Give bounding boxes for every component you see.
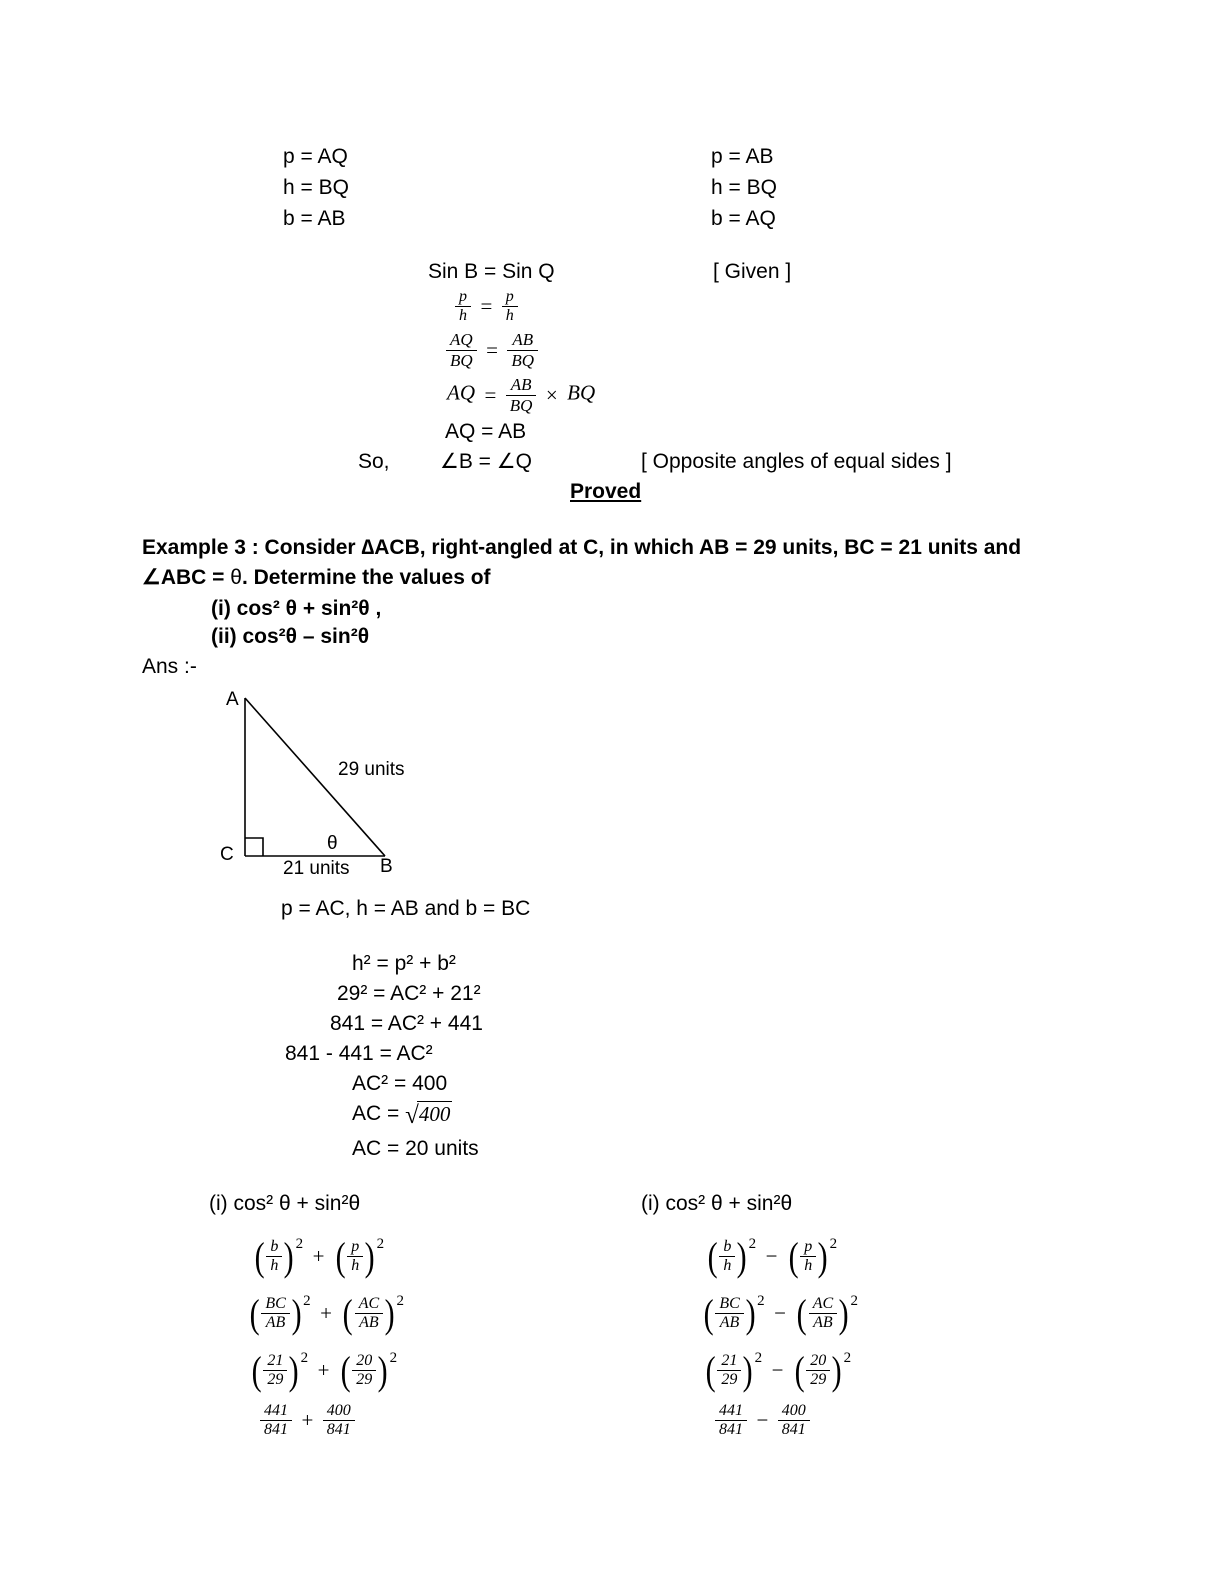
frac-b-over-h: $\frac{b}{h}$	[719, 1238, 735, 1276]
solution-left-title: (i) cos² θ + sin²θ	[209, 1192, 361, 1215]
pythagoras-line-2: 29² = AC² + 21²	[337, 982, 481, 1005]
heading-theta: θ	[230, 566, 242, 589]
paren-open: (	[788, 1233, 799, 1279]
solution-right-row-2	[702, 1290, 858, 1336]
frac-20-over-29: $\frac{20}{29}$	[352, 1352, 376, 1390]
opposite-angles-note: [ Opposite angles of equal sides ]	[641, 450, 952, 473]
example-item-i: (i) cos² θ + sin²θ ,	[211, 597, 382, 620]
paren-close: )	[742, 1347, 753, 1393]
right-col-line-2: h = BQ	[711, 176, 777, 199]
paren-close: )	[283, 1233, 294, 1279]
exponent: 2	[300, 1350, 309, 1366]
fraction-step-2	[446, 330, 538, 370]
paren-close: )	[384, 1290, 395, 1336]
exponent: 2	[295, 1236, 304, 1252]
frac-p-over-h-left: $\frac{p}{h}$	[455, 288, 471, 326]
times-sign: ×	[545, 382, 558, 407]
left-col-line-3: b = AB	[283, 207, 346, 230]
paren-open: (	[797, 1290, 808, 1336]
pythagoras-line-3: 841 = AC² + 441	[330, 1012, 483, 1035]
solution-left-row-2	[248, 1290, 404, 1336]
hypotenuse-label: 29 units	[338, 759, 405, 780]
solution-right-row-3	[704, 1347, 852, 1393]
angle-equality-line: ∠B = ∠Q	[440, 450, 532, 473]
ans-label: Ans :-	[142, 655, 197, 678]
example-heading-line-2	[142, 564, 491, 591]
operator-sign: −	[771, 1358, 784, 1383]
paren-open: (	[705, 1347, 716, 1393]
operator-sign: +	[312, 1244, 325, 1269]
frac-bc-over-ab: $\frac{BC}{AB}$	[715, 1295, 743, 1333]
paren-open: (	[703, 1290, 714, 1336]
pythagoras-line-4: 841 - 441 = AC²	[285, 1042, 433, 1065]
triangle-figure	[200, 680, 460, 880]
paren-open: (	[340, 1347, 351, 1393]
paren-close: )	[291, 1290, 302, 1336]
solution-left-final	[260, 1402, 355, 1440]
ac-equals-label: AC =	[352, 1102, 406, 1125]
solution-right-final	[715, 1402, 810, 1440]
sin-equality-line: Sin B = Sin Q	[428, 260, 555, 283]
exponent: 2	[748, 1236, 757, 1252]
exponent: 2	[757, 1293, 765, 1309]
frac-400-over-841: $\frac{400}{841}$	[323, 1402, 355, 1440]
paren-close: )	[377, 1347, 388, 1393]
right-col-line-3: b = AQ	[711, 207, 776, 230]
frac-bc-over-ab: $\frac{BC}{AB}$	[261, 1295, 289, 1333]
paren-close: )	[736, 1233, 747, 1279]
vertex-label-a: A	[226, 689, 239, 710]
left-col-line-1: p = AQ	[283, 145, 348, 168]
frac-aq-over-bq: $\frac{AQ}{BQ}$	[446, 330, 477, 370]
paren-open: (	[249, 1290, 260, 1336]
frac-ab-over-bq: $\frac{AB}{BQ}$	[507, 330, 538, 370]
paren-open: (	[343, 1290, 354, 1336]
frac-ac-over-ab: $\frac{AC}{AB}$	[809, 1295, 837, 1333]
so-label: So,	[358, 450, 390, 473]
bq-term: BQ	[567, 380, 596, 405]
paren-close: )	[817, 1233, 828, 1279]
frac-21-over-29: $\frac{21}{29}$	[263, 1352, 287, 1390]
frac-ab-over-bq-2: $\frac{AB}{BQ}$	[506, 375, 537, 415]
solution-right-row-1	[706, 1233, 838, 1279]
solution-left-row-1	[253, 1233, 385, 1279]
left-col-line-2: h = BQ	[283, 176, 349, 199]
fraction-step-3	[447, 375, 595, 415]
paren-close: )	[288, 1347, 299, 1393]
example-heading-line-1: Example 3 : Consider ∆ACB, right-angled at C, in which AB = 29 units, BC = 21 units and	[142, 536, 1022, 559]
exponent: 2	[396, 1293, 404, 1309]
solution-left-row-3	[250, 1347, 398, 1393]
pythagoras-line-5: AC² = 400	[352, 1072, 448, 1095]
pythagoras-line-7: AC = 20 units	[352, 1137, 479, 1160]
frac-p-over-h: $\frac{p}{h}$	[347, 1238, 363, 1276]
aq-term: AQ	[447, 380, 475, 405]
pbh-assignment-line: p = AC, h = AB and b = BC	[281, 897, 531, 920]
paren-open: (	[335, 1233, 346, 1279]
sqrt-400: √400	[405, 1102, 451, 1130]
frac-21-over-29: $\frac{21}{29}$	[717, 1352, 741, 1390]
exponent: 2	[389, 1350, 398, 1366]
paren-close: )	[838, 1290, 849, 1336]
frac-b-over-h: $\frac{b}{h}$	[266, 1238, 282, 1276]
operator-sign: +	[320, 1301, 332, 1326]
heading-post: . Determine the values of	[241, 566, 491, 589]
solution-right-title: (i) cos² θ + sin²θ	[641, 1192, 793, 1215]
paren-open: (	[254, 1233, 265, 1279]
frac-441-over-841: $\frac{441}{841}$	[260, 1402, 292, 1440]
equals-sign: =	[484, 382, 497, 407]
given-note: [ Given ]	[713, 260, 792, 283]
exponent: 2	[829, 1236, 838, 1252]
vertex-label-c: C	[220, 844, 234, 865]
exponent: 2	[376, 1236, 385, 1252]
operator-sign: −	[774, 1301, 786, 1326]
aq-equals-ab-line: AQ = AB	[445, 420, 527, 443]
frac-441-over-841: $\frac{441}{841}$	[715, 1402, 747, 1440]
equals-sign: =	[486, 337, 498, 362]
frac-p-over-h-right: $\frac{p}{h}$	[502, 288, 518, 326]
exponent: 2	[843, 1350, 852, 1366]
exponent: 2	[850, 1293, 858, 1309]
paren-close: )	[364, 1233, 375, 1279]
exponent: 2	[303, 1293, 311, 1309]
paren-close: )	[831, 1347, 842, 1393]
pythagoras-line-1: h² = p² + b²	[352, 952, 456, 975]
paren-close: )	[745, 1290, 756, 1336]
pythagoras-line-6	[352, 1100, 452, 1130]
operator-sign: +	[301, 1408, 314, 1433]
operator-sign: +	[317, 1358, 330, 1383]
fraction-step-1	[455, 288, 518, 326]
theta-angle-label: θ	[327, 833, 338, 854]
paren-open: (	[251, 1347, 262, 1393]
frac-p-over-h: $\frac{p}{h}$	[800, 1238, 816, 1276]
operator-sign: −	[756, 1408, 769, 1433]
proved-label: Proved	[570, 480, 642, 503]
frac-20-over-29: $\frac{20}{29}$	[806, 1352, 830, 1390]
frac-ac-over-ab: $\frac{AC}{AB}$	[355, 1295, 383, 1333]
paren-open: (	[794, 1347, 805, 1393]
vertex-label-b: B	[380, 856, 393, 877]
operator-sign: −	[765, 1244, 778, 1269]
exponent: 2	[754, 1350, 763, 1366]
base-label: 21 units	[283, 858, 350, 879]
paren-open: (	[707, 1233, 718, 1279]
heading-pre: ∠ABC =	[142, 566, 231, 589]
frac-400-over-841: $\frac{400}{841}$	[778, 1402, 810, 1440]
example-item-ii: (ii) cos²θ – sin²θ	[211, 625, 370, 648]
equals-sign: =	[480, 294, 493, 319]
right-col-line-1: p = AB	[711, 145, 774, 168]
